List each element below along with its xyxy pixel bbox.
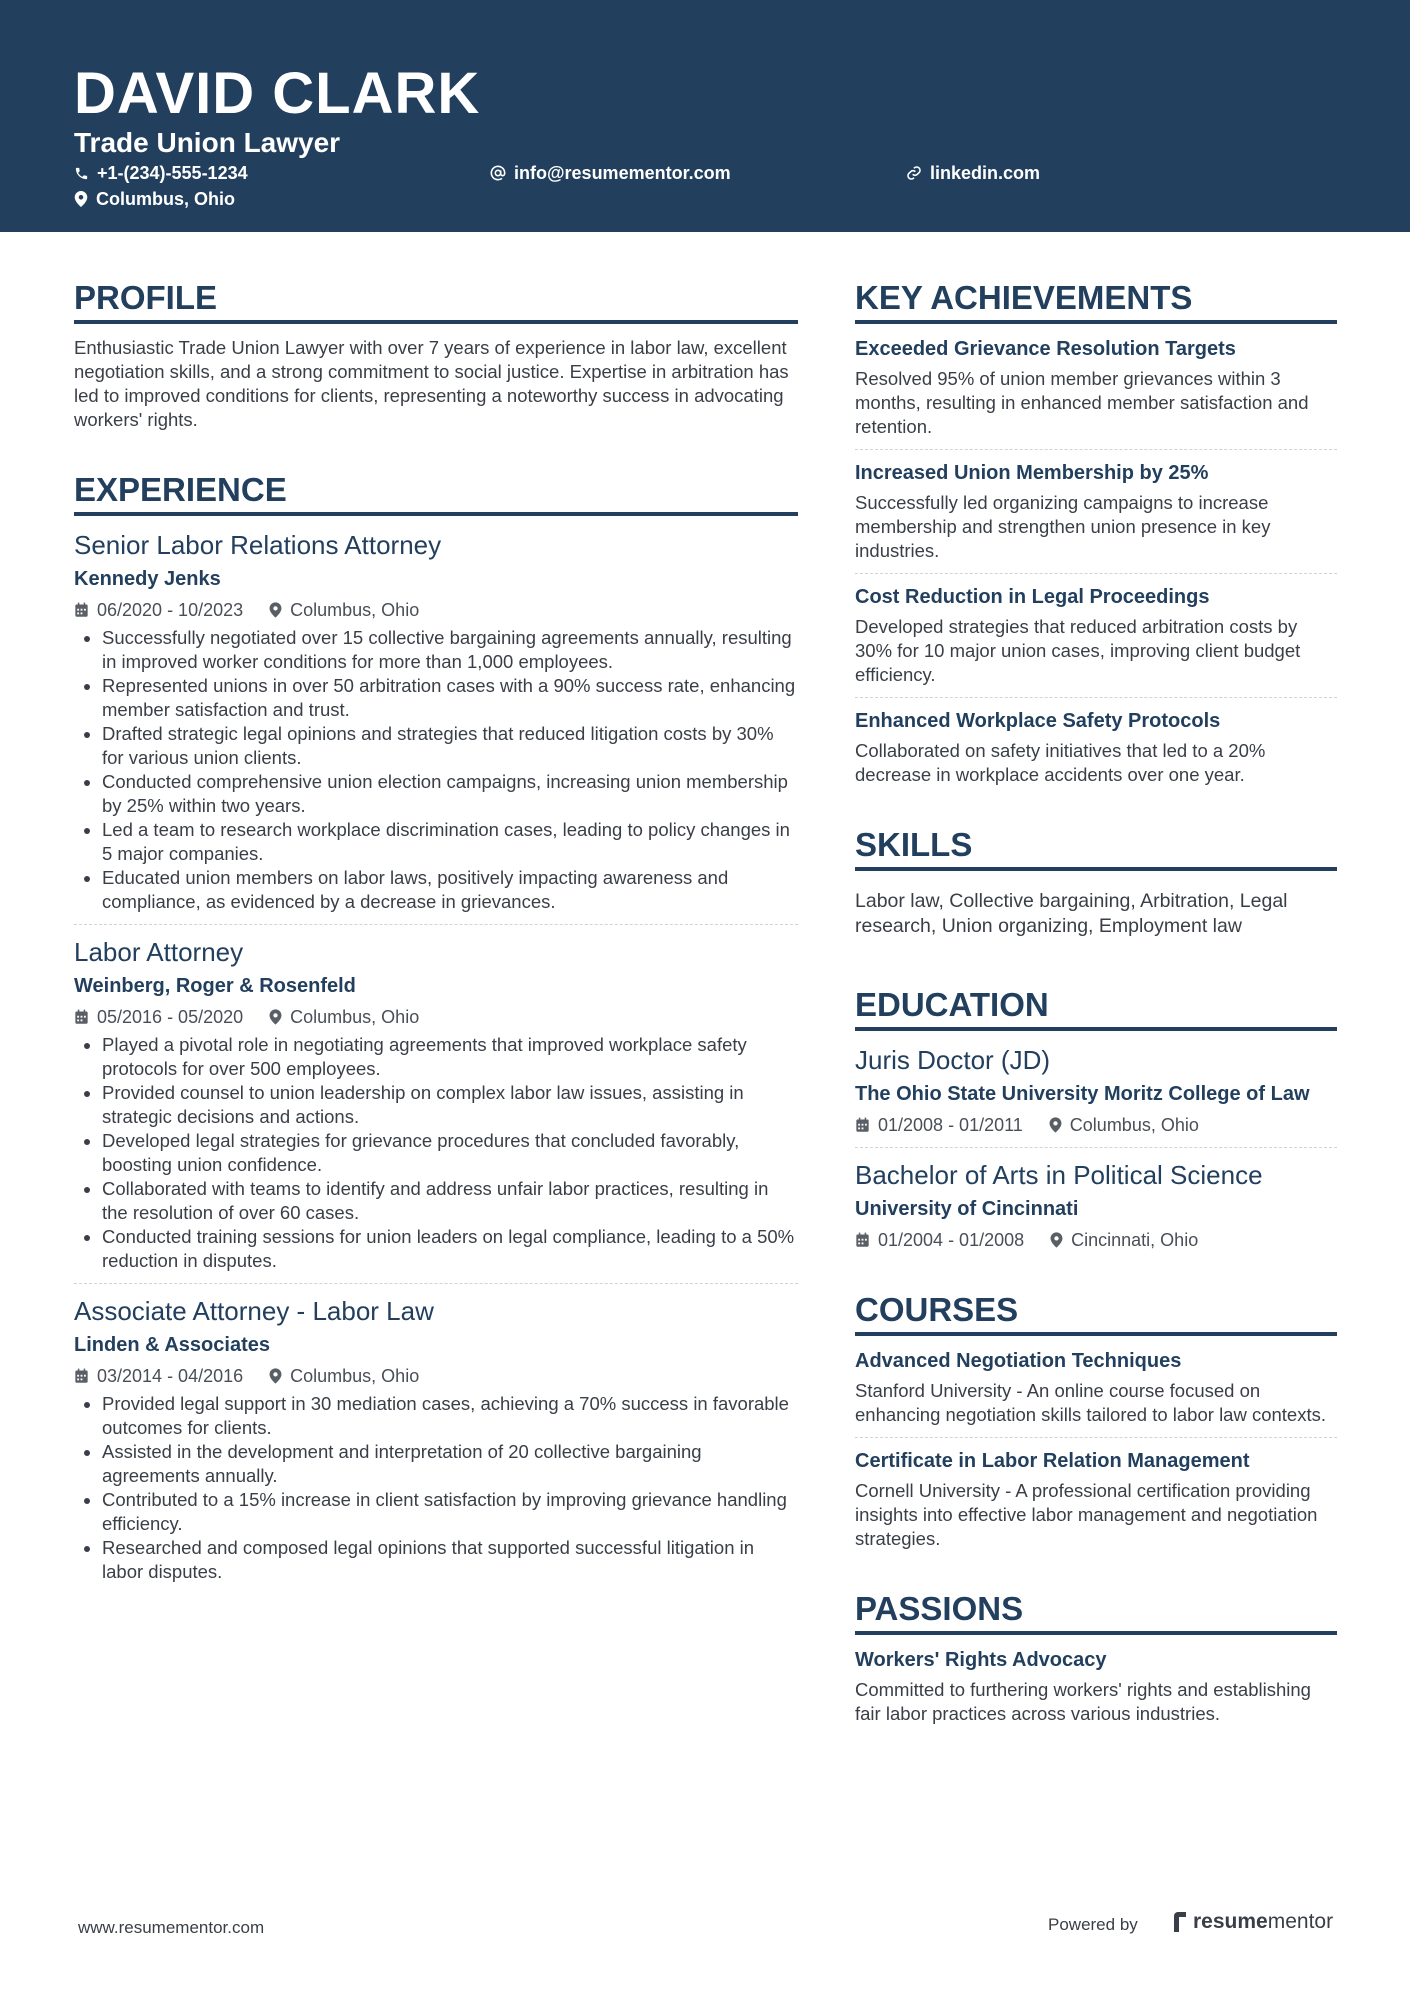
course-title: Advanced Negotiation Techniques [855, 1350, 1182, 1372]
divider [855, 1437, 1337, 1438]
education-entry [855, 1158, 1337, 1252]
experience-heading: EXPERIENCE [74, 470, 798, 516]
experience-entry [74, 1294, 798, 1584]
achievement-text: Successfully led organizing campaigns to increase membership and strengthen union presence in key industries. [855, 492, 1271, 561]
bullet-item: • Led a team to research workplace discrimination cases, leading to policy changes in 5 major companies. [102, 818, 798, 866]
contact-location [74, 187, 235, 211]
candidate-name: DAVID CLARK [74, 61, 481, 126]
job-dates: 06/2020 - 10/2023 [97, 600, 244, 620]
education-entry [855, 1043, 1337, 1137]
bullet-item: • Represented unions in over 50 arbitration cases with a 90% success rate, enhancing member satisfaction and trust. [102, 674, 798, 722]
bullet-item: • Successfully negotiated over 15 collective bargaining agreements annually, resulting in improved worker conditions for more than 1,000 employees. [102, 626, 798, 674]
job-meta [74, 1364, 798, 1388]
school-name: University of Cincinnati [855, 1198, 1079, 1220]
bullet-item: • Conducted comprehensive union election campaigns, increasing union membership by 25% within two years. [102, 770, 798, 818]
calendar-icon [855, 1117, 870, 1133]
course-item [855, 1348, 1337, 1427]
calendar-icon [74, 1368, 89, 1384]
passion-title: Workers' Rights Advocacy [855, 1649, 1107, 1671]
bullet-item: • Played a pivotal role in negotiating agreements that improved workplace safety protocols for over 500 employees. [102, 1033, 798, 1081]
course-item [855, 1448, 1337, 1551]
footer-website[interactable]: www.resumementor.com [78, 1918, 265, 1937]
achievement-item [855, 460, 1337, 563]
bullet-item: • Developed legal strategies for grievance procedures that concluded favorably, boosting union confidence. [102, 1129, 798, 1177]
job-dates: 05/2016 - 05/2020 [97, 1007, 244, 1027]
logo-text-light: mentor [1267, 1910, 1334, 1933]
passion-item [855, 1647, 1337, 1726]
skills-text: Labor law, Collective bargaining, Arbitration, Legal research, Union organizing, Employment law [855, 890, 1288, 937]
education-dates: 01/2008 - 01/2011 [878, 1115, 1023, 1135]
job-bullets [74, 1033, 798, 1273]
job-meta [74, 1005, 798, 1029]
bullet-item: • Conducted training sessions for union leaders on legal compliance, leading to a 50% reduction in disputes. [102, 1225, 798, 1273]
divider [74, 924, 798, 925]
experience-entry [74, 935, 798, 1273]
email-link[interactable]: info@resumementor.com [514, 163, 731, 183]
header-banner [0, 0, 1410, 232]
achievement-text: Developed strategies that reduced arbitration costs by 30% for 10 major union cases, improving client budget efficiency. [855, 616, 1301, 685]
achievement-title: Enhanced Workplace Safety Protocols [855, 710, 1221, 732]
divider [855, 697, 1337, 698]
location-pin-icon [269, 1368, 282, 1384]
divider [74, 1283, 798, 1284]
education-dates: 01/2004 - 01/2008 [878, 1230, 1025, 1250]
education-heading: EDUCATION [855, 985, 1337, 1031]
experience-entry [74, 528, 798, 914]
profile-heading: PROFILE [74, 278, 798, 324]
achievements-heading: KEY ACHIEVEMENTS [855, 278, 1337, 324]
contact-phone [74, 161, 248, 185]
job-bullets [74, 626, 798, 914]
location-pin-icon [1050, 1232, 1063, 1248]
location-pin-icon [1049, 1117, 1062, 1133]
linkedin-link[interactable]: linkedin.com [930, 163, 1041, 183]
course-title: Certificate in Labor Relation Management [855, 1450, 1250, 1472]
passion-text: Committed to furthering workers' rights and establishing fair labor practices across various industries. [855, 1679, 1311, 1724]
left-column [74, 278, 798, 1584]
job-location: Columbus, Ohio [290, 600, 420, 620]
job-meta [74, 598, 798, 622]
achievement-item [855, 584, 1337, 687]
at-sign-icon [490, 165, 506, 181]
company-name: Weinberg, Roger & Rosenfeld [74, 975, 356, 997]
education-location: Cincinnati, Ohio [1071, 1230, 1199, 1250]
bullet-item: • Contributed to a 15% increase in client satisfaction by improving grievance handling efficiency. [102, 1488, 798, 1536]
bullet-item: • Drafted strategic legal opinions and strategies that reduced litigation costs by 30% for various union clients. [102, 722, 798, 770]
phone-text: +1-(234)-555-1234 [97, 163, 248, 183]
bullet-item: • Collaborated with teams to identify and address unfair labor practices, resulting in the resolution of over 60 cases. [102, 1177, 798, 1225]
resumementor-logo[interactable] [1172, 1910, 1333, 1934]
job-title: Senior Labor Relations Attorney [74, 530, 442, 560]
location-text: Columbus, Ohio [96, 189, 235, 209]
course-text: Cornell University - A professional certification providing insights into effective labor management and negotiation strategies. [855, 1480, 1318, 1549]
bullet-item: • Provided counsel to union leadership on complex labor law issues, assisting in strategic decisions and actions. [102, 1081, 798, 1129]
contact-linkedin[interactable] [906, 161, 1040, 185]
link-icon [906, 165, 922, 181]
education-meta [855, 1228, 1337, 1252]
calendar-icon [74, 1009, 89, 1025]
bullet-item: • Provided legal support in 30 mediation cases, achieving a 70% success in favorable outcomes for clients. [102, 1392, 798, 1440]
logo-text-bold: resume [1193, 1910, 1268, 1933]
contact-email[interactable] [490, 161, 731, 185]
achievement-title: Exceeded Grievance Resolution Targets [855, 338, 1236, 360]
skills-heading: SKILLS [855, 825, 1337, 871]
school-name: The Ohio State University Moritz College of Law [855, 1083, 1310, 1105]
job-title: Associate Attorney - Labor Law [74, 1296, 434, 1326]
right-column [855, 278, 1337, 1726]
divider [855, 449, 1337, 450]
resumementor-logo-icon [1172, 1912, 1188, 1932]
job-location: Columbus, Ohio [290, 1366, 420, 1386]
achievement-text: Collaborated on safety initiatives that led to a 20% decrease in workplace accidents over one year. [855, 740, 1266, 785]
education-meta [855, 1113, 1337, 1137]
bullet-item: • Educated union members on labor laws, positively impacting awareness and compliance, as evidenced by a decrease in grievances. [102, 866, 798, 914]
footer-powered-by: Powered by [1048, 1915, 1138, 1934]
location-pin-icon [269, 1009, 282, 1025]
calendar-icon [74, 602, 89, 618]
course-text: Stanford University - An online course focused on enhancing negotiation skills tailored to labor law contexts. [855, 1380, 1327, 1425]
achievement-title: Increased Union Membership by 25% [855, 462, 1209, 484]
achievement-item [855, 708, 1337, 787]
candidate-title: Trade Union Lawyer [74, 127, 341, 158]
education-location: Columbus, Ohio [1069, 1115, 1199, 1135]
passions-heading: PASSIONS [855, 1589, 1337, 1635]
calendar-icon [855, 1232, 870, 1248]
achievement-text: Resolved 95% of union member grievances within 3 months, resulting in enhanced member satisfaction and retention. [855, 368, 1309, 437]
company-name: Kennedy Jenks [74, 568, 221, 590]
degree-title: Bachelor of Arts in Political Science [855, 1160, 1263, 1190]
divider [855, 573, 1337, 574]
job-bullets [74, 1392, 798, 1584]
degree-title: Juris Doctor (JD) [855, 1045, 1051, 1075]
company-name: Linden & Associates [74, 1334, 270, 1356]
location-pin-icon [74, 191, 88, 207]
job-dates: 03/2014 - 04/2016 [97, 1366, 244, 1386]
divider [855, 1147, 1337, 1148]
bullet-item: • Assisted in the development and interpretation of 20 collective bargaining agreements annually. [102, 1440, 798, 1488]
job-title: Labor Attorney [74, 937, 244, 967]
achievement-title: Cost Reduction in Legal Proceedings [855, 586, 1210, 608]
courses-heading: COURSES [855, 1290, 1337, 1336]
profile-text: Enthusiastic Trade Union Lawyer with over 7 years of experience in labor law, excellent negotiation skills, and a strong commitment to social justice. Expertise in arbitration has led to improved conditions for clients, representing a noteworthy success in advocating workers' rights. [74, 337, 789, 430]
bullet-item: • Researched and composed legal opinions that supported successful litigation in labor disputes. [102, 1536, 798, 1584]
job-location: Columbus, Ohio [290, 1007, 420, 1027]
achievement-item [855, 336, 1337, 439]
location-pin-icon [269, 602, 282, 618]
phone-icon [74, 166, 89, 181]
